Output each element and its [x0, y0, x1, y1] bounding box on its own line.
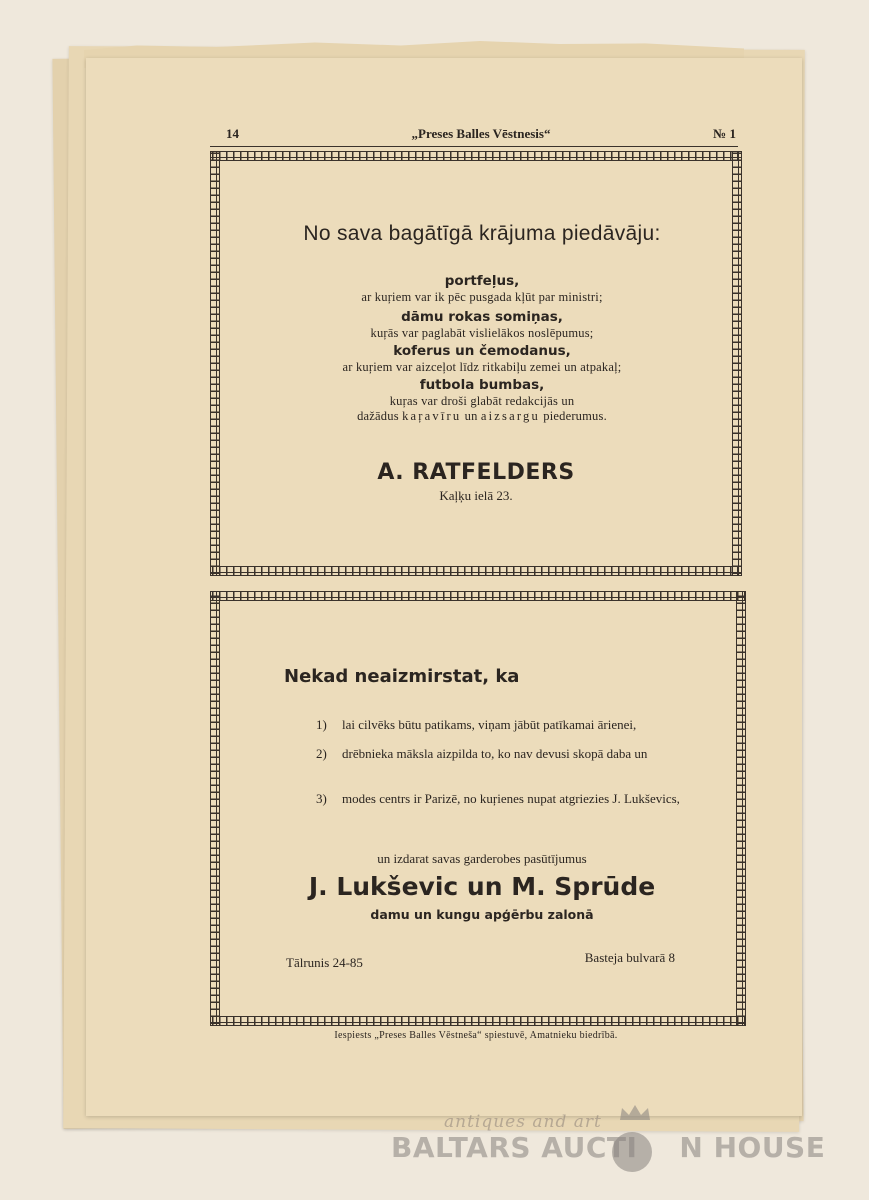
item-desc-line2: dažādus kaŗavīru un aizsargu piederumus.: [357, 409, 607, 423]
ad2-brand: J. Lukševic un M. Sprūde: [308, 872, 656, 901]
watermark-name: BALTARS AUCTI N HOUSE: [391, 1131, 826, 1164]
item-desc: ar kuŗiem var ik pēc pusgada kļūt par ministri;: [361, 290, 603, 304]
ad1-item-footballs: [226, 377, 738, 424]
printer-imprint: Iespiests „Preses Balles Vēstneša“ spiestuvē, Amatnieku biedrībā.: [334, 1030, 618, 1041]
ad2-intro: un izdarat savas garderobes pasūtījumus: [377, 851, 587, 866]
newspaper-page: [86, 58, 802, 1116]
ad2-list-item-2: 2) drēbnieka māksla aizpilda to, ko nav devusi skopā daba un: [316, 746, 648, 761]
ad2-headline: Nekad neaizmirstat, ka: [284, 666, 520, 687]
ad1-headline: No sava bagātīgā krājuma piedāvāju:: [303, 222, 661, 245]
publication-title: „Preses Balles Vēstnesis“: [411, 126, 551, 141]
page-number: 14: [226, 126, 239, 141]
ad2-subtitle: damu un kungu apģērbu zalonā: [370, 907, 594, 922]
ad1-brand: A. RATFELDERS: [377, 460, 575, 485]
ad1-address: Kaļķu ielā 23.: [439, 488, 513, 503]
ad1-item-handbags: [226, 309, 738, 341]
item-title: dāmu rokas somiņas,: [401, 309, 563, 325]
item-title: koferus un čemodanus,: [393, 343, 571, 359]
issue-number: № 1: [713, 126, 736, 141]
ad2-list-item-3: 3) modes centrs ir Parizē, no kuŗienes nupat atgriezies J. Lukševics,: [316, 791, 680, 806]
watermark-tagline: antiques and art: [444, 1112, 602, 1132]
ad2-list-item-1: 1) lai cilvēks būtu patikams, viņam jābūt patīkamai ārienei,: [316, 717, 637, 732]
item-desc: kuŗās var paglabāt vislielākos noslēpumus;: [370, 326, 594, 340]
ad2-phone: Tālrunis 24-85: [286, 955, 363, 970]
ad1-item-suitcases: [226, 343, 738, 375]
ad2-address: Basteja bulvarā 8: [584, 950, 675, 965]
item-title: portfeļus,: [444, 273, 520, 289]
crown-icon: [618, 1104, 652, 1122]
ad1-item-portfolios: [226, 273, 738, 305]
item-title: futbola bumbas,: [419, 377, 545, 393]
header-rule: [210, 146, 738, 147]
running-header: [226, 126, 736, 146]
item-desc: ar kuŗiem var aizceļot līdz ritkabiļu zemei un atpakaļ;: [342, 360, 622, 374]
item-desc: kuŗas var droši glabāt redakcijās un: [389, 394, 575, 408]
